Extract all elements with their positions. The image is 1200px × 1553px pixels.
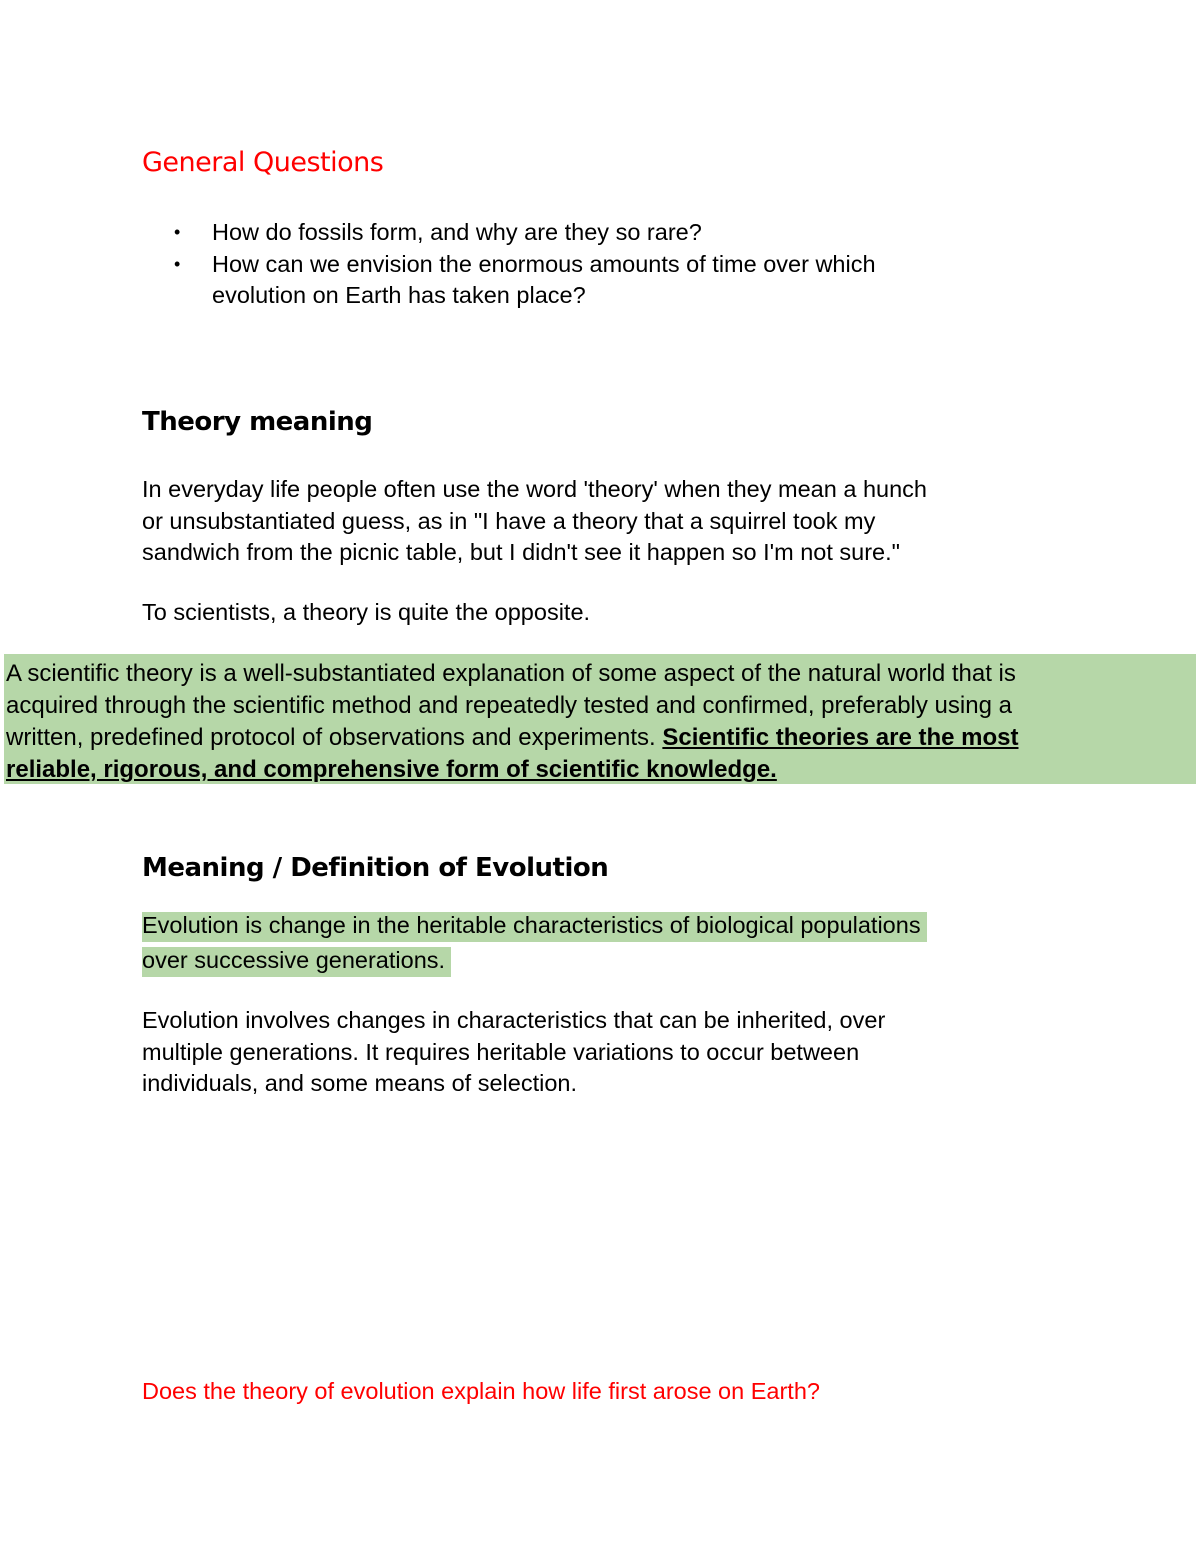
bullet-icon: • (174, 222, 181, 242)
paragraph-line: In everyday life people often use the word 'theory' when they mean a hunch (142, 476, 927, 502)
theory-meaning-heading: Theory meaning (142, 407, 373, 437)
paragraph-line: or unsubstantiated guess, as in "I have a theory that a squirrel took my (142, 507, 876, 534)
scientific-theory-definition (6, 658, 1018, 786)
highlight-line: written, predefined protocol of observations and experiments. (6, 724, 663, 751)
highlight-line: A scientific theory is a well-substantiated explanation of some aspect of the natural world that is (6, 660, 1016, 687)
highlighted-definition-line: Evolution is change in the heritable characteristics of biological populations (142, 912, 927, 942)
evolution-definition (142, 908, 927, 978)
evolution-heading: Meaning / Definition of Evolution (142, 853, 609, 883)
list-item (142, 217, 876, 249)
closing-question: Does the theory of evolution explain how life first arose on Earth? (142, 1378, 820, 1404)
highlighted-definition-line: over successive generations. (142, 947, 451, 977)
general-questions-heading: General Questions (142, 147, 384, 178)
bullet-icon: • (174, 253, 181, 274)
general-questions-list (142, 217, 876, 312)
paragraph-line: individuals, and some means of selection. (142, 1070, 577, 1096)
scientific-theory-highlight (4, 654, 1196, 784)
highlight-line: acquired through the scientific method and repeatedly tested and confirmed, preferably using a (6, 692, 1012, 719)
list-item-text: evolution on Earth has taken place? (212, 282, 586, 308)
list-item-text: How can we envision the enormous amounts of time over which (212, 250, 876, 277)
emphasis-text: Scientific theories are the most (662, 724, 1019, 751)
list-item-continuation (142, 280, 876, 312)
list-item-text: How do fossils form, and why are they so rare? (212, 219, 702, 245)
list-item (142, 249, 876, 281)
paragraph-line: Evolution involves changes in characteristics that can be inherited, over (142, 1007, 886, 1033)
theory-opposite-sentence: To scientists, a theory is quite the opposite. (142, 599, 591, 625)
evolution-paragraph (142, 1005, 885, 1100)
paragraph-line: sandwich from the picnic table, but I didn't see it happen so I'm not sure." (142, 539, 900, 565)
theory-everyday-paragraph (142, 474, 927, 569)
emphasis-text: reliable, rigorous, and comprehensive form of scientific knowledge. (6, 756, 777, 783)
paragraph-line: multiple generations. It requires heritable variations to occur between (142, 1038, 860, 1065)
